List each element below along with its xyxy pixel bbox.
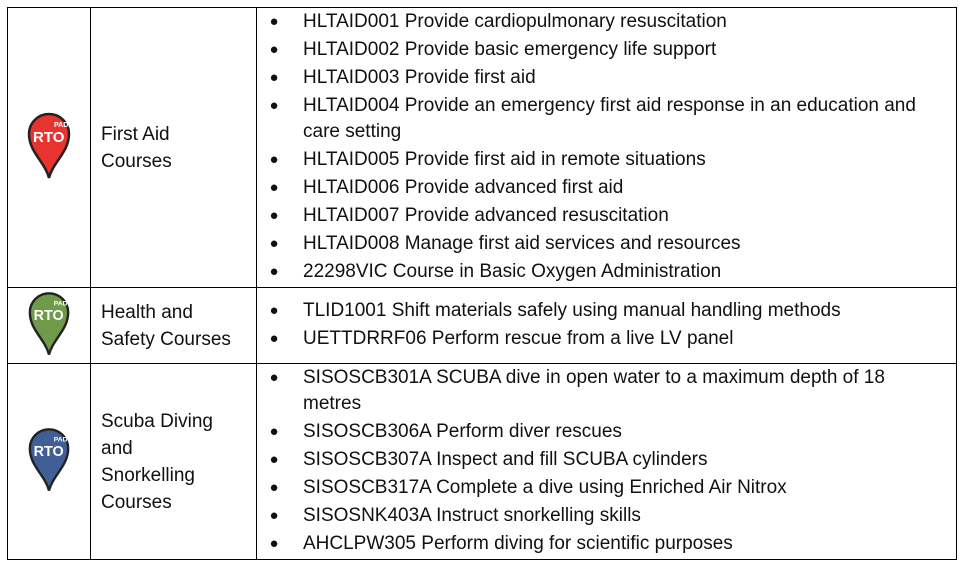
- table-row: [8, 8, 957, 288]
- rto-pin-red-icon: [25, 110, 73, 185]
- bullet-icon: ●: [269, 207, 279, 224]
- bullet-icon: ●: [269, 535, 279, 552]
- rto-pin-blue-icon: [26, 425, 72, 498]
- list-item: ● SISOSCB317A Complete a dive using Enriched Air Nitrox: [257, 475, 956, 501]
- bullet-icon: ●: [269, 423, 279, 440]
- bullet-icon: ●: [269, 41, 279, 58]
- category-line: Courses: [101, 491, 172, 513]
- list-item: ● SISOSCB307A Inspect and fill SCUBA cylinders: [257, 447, 956, 473]
- bullet-icon: ●: [269, 302, 279, 319]
- category-line: Scuba Diving: [101, 410, 213, 432]
- pin-text: RTO: [33, 444, 64, 461]
- table-row: [8, 364, 957, 560]
- category-cell: [91, 364, 257, 560]
- bullet-icon: ●: [269, 69, 279, 86]
- category-line: Snorkelling: [101, 464, 195, 486]
- list-item: ● HLTAID006 Provide advanced first aid: [257, 175, 956, 201]
- list-item: ● SISOSCB306A Perform diver rescues: [257, 419, 956, 445]
- bullet-icon: ●: [269, 151, 279, 168]
- category-cell: [91, 288, 257, 364]
- category-line: and: [101, 437, 133, 459]
- table-row: [8, 288, 957, 364]
- list-item: ● 22298VIC Course in Basic Oxygen Administration: [257, 259, 956, 285]
- bullet-icon: ●: [269, 507, 279, 524]
- rto-pin-green-icon: [26, 289, 72, 362]
- pin-text: RTO: [33, 308, 64, 325]
- category-line: Safety Courses: [101, 328, 231, 350]
- items-cell: [257, 364, 957, 560]
- bullet-icon: ●: [269, 330, 279, 347]
- items-cell: [257, 8, 957, 288]
- bullet-icon: ●: [269, 97, 279, 114]
- category-line: Health and: [101, 301, 193, 323]
- course-list: [257, 364, 956, 557]
- items-cell: [257, 288, 957, 364]
- list-item: ● AHCLPW305 Perform diving for scientific purposes: [257, 531, 956, 557]
- pin-small-text: PADI: [53, 300, 70, 308]
- list-item: ● SISOSCB301A SCUBA dive in open water to a maximum depth of 18 metres: [257, 365, 956, 417]
- bullet-icon: ●: [269, 451, 279, 468]
- list-item: ● UETTDRRF06 Perform rescue from a live LV panel: [257, 326, 956, 352]
- list-item: ● HLTAID002 Provide basic emergency life support: [257, 37, 956, 63]
- list-item: ● HLTAID003 Provide first aid: [257, 65, 956, 91]
- bullet-icon: ●: [269, 235, 279, 252]
- icon-cell: [8, 8, 91, 288]
- list-item: ● HLTAID005 Provide first aid in remote situations: [257, 147, 956, 173]
- bullet-icon: ●: [269, 263, 279, 280]
- list-item: ● HLTAID004 Provide an emergency first aid response in an education and care setting: [257, 93, 956, 145]
- list-item: ● HLTAID008 Manage first aid services and resources: [257, 231, 956, 257]
- pin-small-text: PADI: [54, 122, 71, 129]
- bullet-icon: ●: [269, 369, 279, 386]
- course-list: [257, 297, 956, 352]
- course-list: [257, 8, 956, 285]
- bullet-icon: ●: [269, 13, 279, 30]
- pin-text: RTO: [33, 129, 65, 146]
- category-line: First Aid: [101, 123, 170, 145]
- pin-small-text: PADI: [53, 436, 70, 444]
- bullet-icon: ●: [269, 479, 279, 496]
- list-item: ● TLID1001 Shift materials safely using manual handling methods: [257, 298, 956, 324]
- list-item: ● HLTAID007 Provide advanced resuscitation: [257, 203, 956, 229]
- category-cell: [91, 8, 257, 288]
- category-line: Courses: [101, 150, 172, 172]
- icon-cell: [8, 288, 91, 364]
- list-item: ● HLTAID001 Provide cardiopulmonary resuscitation: [257, 9, 956, 35]
- list-item: ● SISOSNK403A Instruct snorkelling skills: [257, 503, 956, 529]
- icon-cell: [8, 364, 91, 560]
- courses-table: [7, 7, 957, 560]
- bullet-icon: ●: [269, 179, 279, 196]
